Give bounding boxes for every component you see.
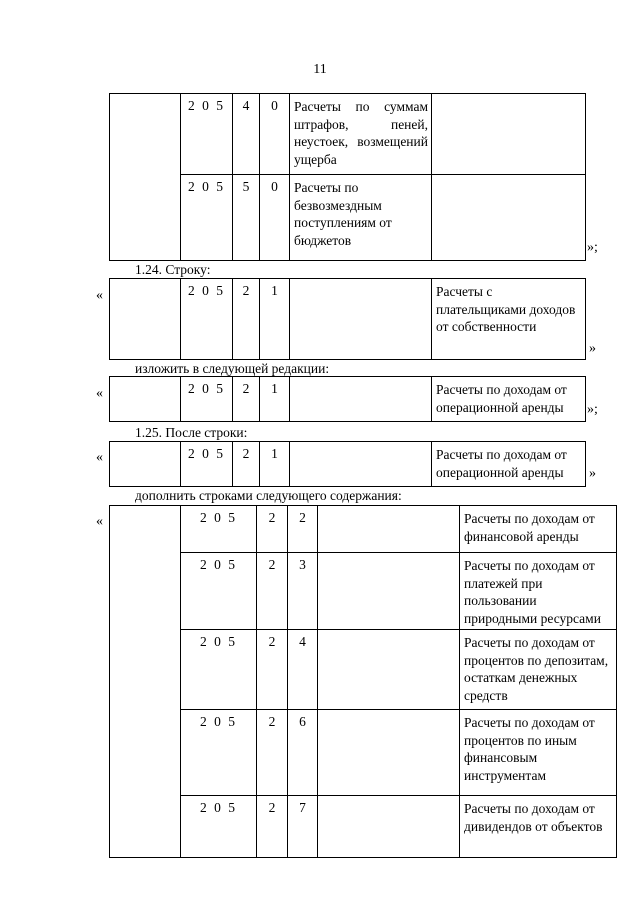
code-cell: 2 0 5 <box>181 442 233 487</box>
closing-quote: »; <box>587 402 598 417</box>
blank-cell <box>318 553 460 630</box>
description-cell: Расчеты по доходам от операционной аренды <box>432 442 586 487</box>
table-added-rows <box>109 505 617 858</box>
digit-cell: 2 <box>288 506 318 553</box>
description-cell: Расчеты по доходам от дивидендов от объектов <box>460 796 617 858</box>
digit-cell: 2 <box>233 377 260 422</box>
blank-cell <box>110 506 181 858</box>
digit-cell: 4 <box>288 630 318 710</box>
blank-cell <box>318 630 460 710</box>
closing-quote: » <box>589 341 596 356</box>
blank-cell <box>290 442 432 487</box>
digit-cell: 2 <box>257 553 288 630</box>
table-row <box>110 630 617 710</box>
table-row-anchor <box>109 441 586 487</box>
digit-cell: 0 <box>260 175 290 261</box>
code-cell: 2 0 5 <box>181 279 233 360</box>
table-row <box>110 553 617 630</box>
code-cell: 2 0 5 <box>181 377 233 422</box>
digit-cell: 3 <box>288 553 318 630</box>
table-continuation <box>109 93 586 261</box>
code-cell: 2 0 5 <box>181 175 233 261</box>
table-row <box>110 279 586 360</box>
paragraph: изложить в следующей редакции: <box>135 361 330 376</box>
code-cell: 2 0 5 <box>181 506 257 553</box>
description-cell: Расчеты по доходам от финансовой аренды <box>460 506 617 553</box>
blank-cell <box>110 377 181 422</box>
table-row <box>110 377 586 422</box>
page-number: 11 <box>313 62 327 77</box>
closing-quote: »; <box>587 240 598 255</box>
digit-cell: 2 <box>257 506 288 553</box>
description-cell: Расчеты по доходам от процентов по депозитам, остаткам денежных средств <box>460 630 617 710</box>
table-row-original <box>109 278 586 360</box>
digit-cell: 1 <box>260 279 290 360</box>
opening-quote: « <box>96 450 103 465</box>
blank-cell <box>290 279 432 360</box>
paragraph: дополнить строками следующего содержания: <box>135 488 402 503</box>
blank-cell <box>290 377 432 422</box>
code-cell: 2 0 5 <box>181 630 257 710</box>
closing-quote: » <box>589 466 596 481</box>
section-heading: 1.25. После строки: <box>135 425 248 440</box>
blank-cell <box>318 506 460 553</box>
digit-cell: 2 <box>257 710 288 796</box>
digit-cell: 0 <box>260 94 290 175</box>
table-row-new <box>109 376 586 422</box>
digit-cell: 4 <box>233 94 260 175</box>
description-cell: Расчеты по доходам от процентов по иным финансовым инструментам <box>460 710 617 796</box>
blank-cell <box>110 94 181 261</box>
opening-quote: « <box>96 386 103 401</box>
table-row <box>110 94 586 175</box>
code-cell: 2 0 5 <box>181 796 257 858</box>
blank-cell <box>318 710 460 796</box>
description-cell: Расчеты с плательщиками доходов от собственности <box>432 279 586 360</box>
table-row <box>110 796 617 858</box>
table-row <box>110 506 617 553</box>
digit-cell: 2 <box>233 442 260 487</box>
digit-cell: 6 <box>288 710 318 796</box>
blank-cell <box>110 442 181 487</box>
opening-quote: « <box>96 514 103 529</box>
table-row <box>110 175 586 261</box>
description-cell: Расчеты по суммам штрафов, пеней, неустоек, возмещений ущерба <box>290 94 432 175</box>
digit-cell: 7 <box>288 796 318 858</box>
digit-cell: 1 <box>260 442 290 487</box>
digit-cell: 2 <box>257 630 288 710</box>
opening-quote: « <box>96 288 103 303</box>
description-cell: Расчеты по безвозмездным поступлениям от бюджетов <box>290 175 432 261</box>
right-cell <box>432 94 586 175</box>
digit-cell: 2 <box>233 279 260 360</box>
digit-cell: 1 <box>260 377 290 422</box>
section-heading: 1.24. Строку: <box>135 262 211 277</box>
code-cell: 2 0 5 <box>181 710 257 796</box>
right-cell <box>432 175 586 261</box>
digit-cell: 2 <box>257 796 288 858</box>
description-cell: Расчеты по доходам от платежей при пользовании природными ресурсами <box>460 553 617 630</box>
description-cell: Расчеты по доходам от операционной аренды <box>432 377 586 422</box>
digit-cell: 5 <box>233 175 260 261</box>
blank-cell <box>318 796 460 858</box>
table-row <box>110 710 617 796</box>
blank-cell <box>110 279 181 360</box>
table-row <box>110 442 586 487</box>
code-cell: 2 0 5 <box>181 94 233 175</box>
code-cell: 2 0 5 <box>181 553 257 630</box>
